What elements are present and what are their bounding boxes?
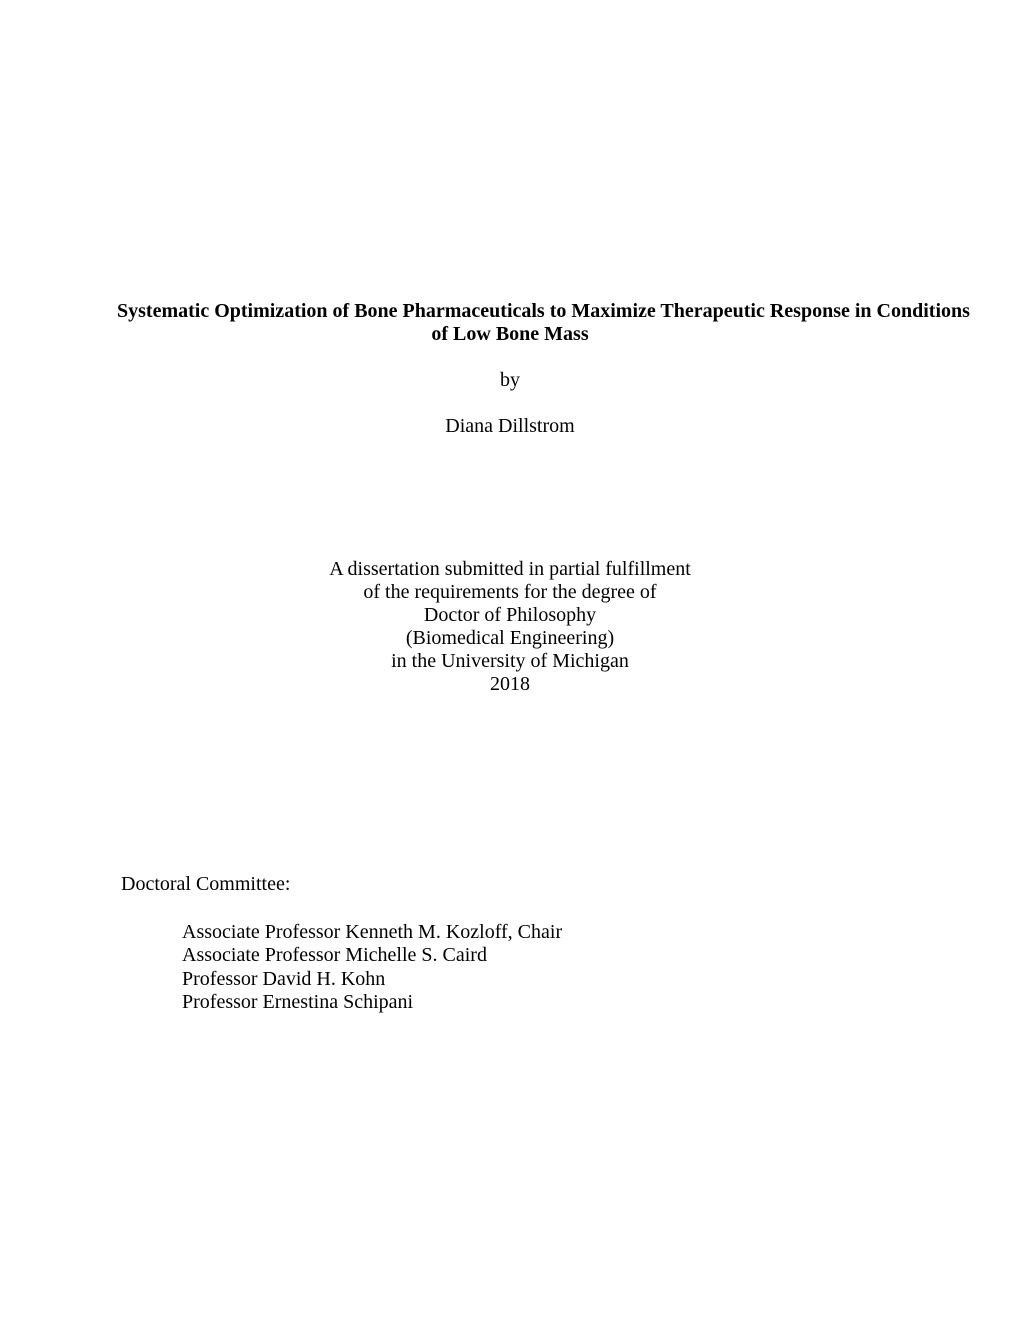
degree-statement-line: (Biomedical Engineering) [405,627,615,649]
degree-statement-line: A dissertation submitted in partial fulfillment [329,558,691,580]
degree-statement-line: Doctor of Philosophy [423,604,597,626]
dissertation-title-line-1: Systematic Optimization of Bone Pharmaceuticals to Maximize Therapeutic Response in Conditions [117,300,970,322]
committee-member: Professor Ernestina Schipani [182,991,414,1014]
by-label: by [500,369,520,391]
committee-member: Associate Professor Michelle S. Caird [182,944,487,967]
committee-member: Associate Professor Kenneth M. Kozloff, Chair [182,921,563,943]
degree-statement-line: of the requirements for the degree of [363,581,657,603]
committee-member: Professor David H. Kohn [182,967,386,990]
author-name: Diana Dillstrom [445,415,575,437]
dissertation-title-line-2: of Low Bone Mass [431,323,589,345]
degree-statement-year: 2018 [490,673,530,695]
degree-statement [0,558,1020,696]
degree-statement-line: in the University of Michigan [391,650,629,672]
committee-list [182,921,562,1015]
committee-heading: Doctoral Committee: [121,873,291,895]
dissertation-title [117,300,970,346]
